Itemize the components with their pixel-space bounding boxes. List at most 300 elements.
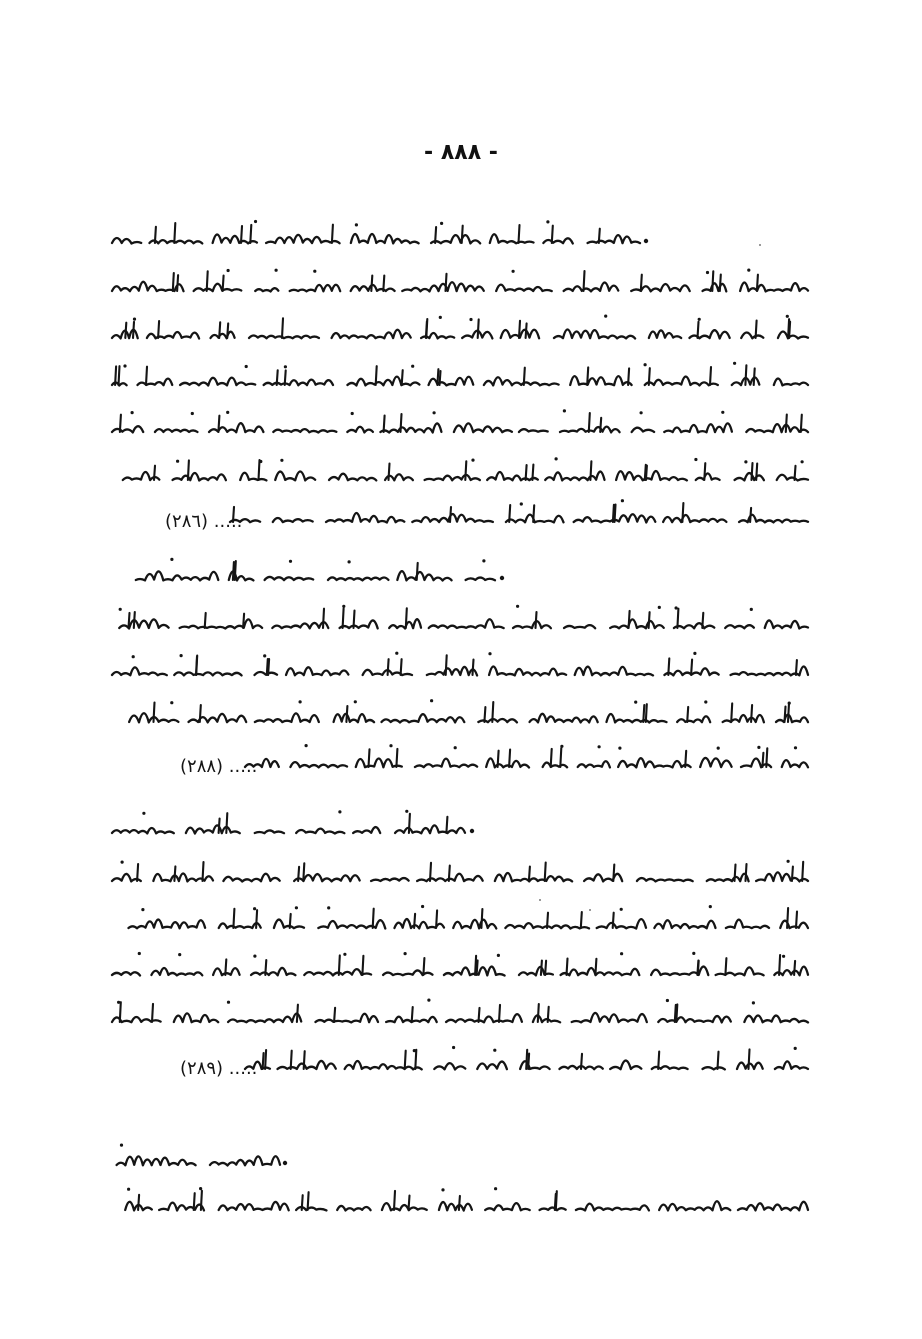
letter-stroke xyxy=(519,225,520,243)
letter-stroke xyxy=(475,956,476,975)
diacritic-dot xyxy=(801,460,804,463)
letter-stroke xyxy=(120,1002,121,1022)
letter-stroke xyxy=(369,749,370,767)
handwritten-word xyxy=(519,429,548,432)
letter-stroke xyxy=(297,1005,298,1022)
letter-stroke xyxy=(194,1193,195,1210)
diacritic-dot xyxy=(275,269,278,272)
diacritic-dot xyxy=(354,700,357,703)
letter-stroke xyxy=(241,226,242,243)
handwritten-word xyxy=(519,967,553,976)
diacritic-dot xyxy=(170,701,173,704)
diacritic-dot xyxy=(351,412,354,415)
letter-stroke xyxy=(677,609,678,628)
diacritic-dot xyxy=(621,499,624,502)
letter-stroke xyxy=(745,365,746,385)
handwritten-word xyxy=(454,423,512,432)
diacritic-dot xyxy=(178,953,181,956)
letter-stroke xyxy=(687,707,688,722)
handwritten-word xyxy=(564,282,619,291)
handwritten-word xyxy=(466,578,495,581)
handwritten-word xyxy=(251,968,295,975)
letter-stroke xyxy=(173,273,174,291)
letter-stroke xyxy=(200,705,201,722)
handwritten-word xyxy=(545,472,604,481)
letter-stroke xyxy=(481,909,482,928)
handwritten-word xyxy=(778,332,808,339)
diacritic-dot xyxy=(618,747,621,750)
handwritten-word xyxy=(741,333,763,339)
handwritten-word xyxy=(543,238,572,243)
page-number: - ٨٨٨ - xyxy=(424,140,498,165)
diacritic-dot xyxy=(120,1144,123,1147)
diacritic-dot xyxy=(471,459,474,462)
handwritten-word xyxy=(489,666,566,675)
letter-stroke xyxy=(613,913,614,928)
handwritten-word xyxy=(645,377,718,386)
handwritten-word xyxy=(128,920,205,929)
handwritten-word xyxy=(572,1013,647,1022)
diacritic-dot xyxy=(121,861,124,864)
diacritic-dot xyxy=(433,411,436,414)
handwritten-word xyxy=(495,873,572,881)
diacritic-dot xyxy=(117,1001,120,1004)
diacritic-dot xyxy=(226,411,229,414)
diacritic-dot xyxy=(440,222,443,225)
letter-stroke xyxy=(560,748,561,767)
handwritten-word xyxy=(329,474,376,481)
letter-stroke xyxy=(528,1054,529,1070)
letter-stroke xyxy=(567,959,568,976)
letter-stroke xyxy=(509,505,510,522)
diacritic-dot xyxy=(439,316,442,319)
handwritten-word xyxy=(496,285,551,291)
handwritten-word xyxy=(356,758,402,767)
handwritten-word xyxy=(151,968,202,975)
letter-stroke xyxy=(334,1008,335,1022)
letter-stroke xyxy=(795,466,796,480)
diacritic-dot xyxy=(263,654,266,657)
handwritten-word xyxy=(345,1061,422,1069)
handwritten-word xyxy=(578,761,610,767)
diacritic-dot xyxy=(511,270,514,273)
handwritten-word xyxy=(427,667,477,676)
letter-stroke xyxy=(158,321,159,338)
letter-stroke xyxy=(462,226,463,243)
letter-stroke xyxy=(756,464,757,481)
letter-stroke xyxy=(756,321,757,338)
handwritten-word xyxy=(159,1203,204,1211)
letter-stroke xyxy=(207,271,208,291)
letter-stroke xyxy=(371,276,372,292)
letter-stroke xyxy=(691,660,692,675)
diacritic-dot xyxy=(413,1049,416,1052)
handwritten-word xyxy=(775,1061,808,1069)
letter-stroke xyxy=(134,612,135,628)
letter-stroke xyxy=(285,370,286,385)
letter-stroke xyxy=(731,703,732,722)
handwritten-word xyxy=(664,423,732,432)
diacritic-dot xyxy=(176,460,179,463)
diacritic-dot xyxy=(692,952,695,955)
letter-stroke xyxy=(177,275,178,291)
letter-stroke xyxy=(547,913,548,928)
handwritten-word xyxy=(277,1061,335,1069)
handwritten-word xyxy=(117,1156,196,1165)
letter-stroke xyxy=(388,659,389,675)
letter-stroke xyxy=(223,276,224,292)
letter-stroke xyxy=(589,413,590,432)
letter-stroke xyxy=(465,461,466,480)
handwritten-word xyxy=(616,471,687,480)
letter-stroke xyxy=(323,609,324,628)
handwritten-word xyxy=(658,1016,730,1022)
handwritten-word xyxy=(304,969,371,975)
letter-stroke xyxy=(587,367,588,385)
handwritten-word xyxy=(606,714,666,723)
letter-stroke xyxy=(219,819,220,834)
letter-stroke xyxy=(449,866,450,881)
letter-stroke xyxy=(437,369,438,385)
letter-stroke xyxy=(541,961,542,976)
diacritic-dot xyxy=(227,1001,230,1004)
letter-stroke xyxy=(446,817,447,833)
letter-stroke xyxy=(533,505,534,522)
letter-stroke xyxy=(750,508,751,522)
paragraph-ending: (٢٨٨) ..... xyxy=(180,756,258,777)
handwritten-word xyxy=(610,619,664,628)
letter-stroke xyxy=(188,460,189,480)
handwritten-word xyxy=(782,760,808,767)
handwritten-word xyxy=(776,715,808,723)
diacritic-dot xyxy=(494,1187,497,1190)
diacritic-dot xyxy=(284,365,287,368)
letter-stroke xyxy=(649,612,650,628)
diacritic-dot xyxy=(634,701,637,704)
diacritic-dot xyxy=(666,999,669,1002)
letter-stroke xyxy=(646,466,647,480)
letter-stroke xyxy=(362,956,363,975)
letter-stroke xyxy=(430,863,431,881)
handwritten-word xyxy=(223,874,279,882)
diacritic-dot xyxy=(123,364,126,367)
letter-stroke xyxy=(492,702,493,722)
diacritic-dot xyxy=(131,411,134,414)
paragraph-marker xyxy=(470,829,474,833)
handwritten-word xyxy=(275,472,315,481)
diacritic-dot xyxy=(343,953,346,956)
diacritic-dot xyxy=(704,700,707,703)
letter-stroke xyxy=(205,613,206,628)
diacritic-dot xyxy=(441,1188,444,1191)
diacritic-dot xyxy=(546,220,549,223)
letter-stroke xyxy=(545,863,546,882)
handwritten-word xyxy=(597,919,646,928)
letter-stroke xyxy=(600,418,601,432)
handwritten-word xyxy=(219,923,261,928)
letter-stroke xyxy=(129,613,130,628)
diacritic-dot xyxy=(454,746,457,749)
diacritic-dot xyxy=(127,1188,130,1191)
letter-stroke xyxy=(396,749,397,767)
letter-stroke xyxy=(548,1007,549,1022)
letter-stroke xyxy=(435,227,436,243)
letter-stroke xyxy=(751,705,752,722)
letter-stroke xyxy=(354,611,355,628)
diacritic-dot xyxy=(747,269,750,272)
letter-stroke xyxy=(599,229,600,243)
letter-stroke xyxy=(529,867,530,882)
letter-stroke xyxy=(581,1054,582,1069)
handwritten-word xyxy=(380,423,441,432)
letter-stroke xyxy=(658,1052,659,1069)
handwritten-word xyxy=(610,1061,641,1070)
letter-stroke xyxy=(536,612,537,628)
letter-stroke xyxy=(499,1005,500,1022)
handwritten-word xyxy=(564,625,595,628)
handwritten-word xyxy=(149,240,202,243)
letter-stroke xyxy=(339,955,340,975)
handwritten-word xyxy=(180,378,255,386)
handwritten-word xyxy=(652,1066,688,1069)
letter-stroke xyxy=(235,561,236,580)
handwritten-word xyxy=(219,1202,289,1210)
letter-stroke xyxy=(519,321,520,338)
letter-stroke xyxy=(704,463,705,480)
letter-stroke xyxy=(450,507,451,522)
handwritten-word xyxy=(530,714,598,723)
letter-stroke xyxy=(498,751,499,767)
handwritten-word xyxy=(415,759,477,768)
letter-stroke xyxy=(440,371,441,385)
letter-stroke xyxy=(196,657,197,676)
handwritten-word xyxy=(618,758,690,767)
letter-stroke xyxy=(786,415,787,432)
letter-stroke xyxy=(343,608,344,628)
letter-stroke xyxy=(146,367,147,385)
handwritten-word xyxy=(209,423,263,432)
handwritten-word xyxy=(266,235,340,243)
diacritic-dot xyxy=(133,318,136,321)
scan-speck xyxy=(589,909,591,911)
handwritten-word xyxy=(429,377,474,386)
letter-stroke xyxy=(551,749,552,767)
handwritten-word xyxy=(540,1208,566,1211)
letter-stroke xyxy=(155,227,156,243)
handwritten-word xyxy=(738,1202,808,1211)
letter-stroke xyxy=(752,463,753,480)
handwritten-word xyxy=(328,577,388,580)
letter-stroke xyxy=(484,707,485,722)
handwritten-word xyxy=(119,619,168,628)
diacritic-dot xyxy=(752,1001,755,1004)
handwritten-word xyxy=(434,1063,465,1069)
diacritic-dot xyxy=(338,810,341,813)
letter-stroke xyxy=(473,660,474,676)
letter-stroke xyxy=(613,865,614,881)
handwritten-word xyxy=(383,970,432,975)
diacritic-dot xyxy=(355,223,358,226)
handwritten-word xyxy=(777,475,808,481)
diacritic-dot xyxy=(497,954,500,957)
handwritten-word xyxy=(429,619,504,628)
handwritten-word xyxy=(431,235,480,243)
diacritic-dot xyxy=(132,655,135,658)
diacritic-dot xyxy=(405,810,408,813)
letter-stroke xyxy=(509,750,510,767)
handwritten-word xyxy=(255,288,278,291)
letter-stroke xyxy=(735,865,736,882)
letter-stroke xyxy=(227,323,228,338)
diacritic-dot xyxy=(141,908,144,911)
handwritten-word xyxy=(576,1204,649,1211)
letter-stroke xyxy=(308,1192,309,1210)
handwritten-word xyxy=(147,332,199,338)
handwritten-word xyxy=(735,473,764,480)
handwritten-word xyxy=(174,672,241,675)
diacritic-dot xyxy=(721,411,724,414)
letter-stroke xyxy=(406,608,407,628)
handwritten-word xyxy=(255,713,319,722)
diacritic-dot xyxy=(389,744,392,747)
letter-stroke xyxy=(125,323,126,338)
letter-stroke xyxy=(698,322,699,338)
diacritic-dot xyxy=(245,365,248,368)
letter-stroke xyxy=(754,368,755,385)
handwritten-word xyxy=(765,620,808,628)
handwritten-word xyxy=(337,1206,370,1211)
letter-stroke xyxy=(757,275,758,291)
handwritten-word xyxy=(228,1014,301,1023)
letter-stroke xyxy=(682,503,683,522)
diacritic-dot xyxy=(520,502,523,505)
diacritic-dot xyxy=(620,952,623,955)
letter-stroke xyxy=(796,912,797,928)
letter-stroke xyxy=(401,414,402,432)
diacritic-dot xyxy=(254,220,257,223)
diacritic-dot xyxy=(138,952,141,955)
letter-stroke xyxy=(581,912,582,928)
letter-stroke xyxy=(698,961,699,975)
letter-stroke xyxy=(526,1050,527,1069)
letter-stroke xyxy=(226,813,227,833)
handwritten-word xyxy=(637,878,693,881)
letter-stroke xyxy=(415,1050,416,1069)
handwritten-word xyxy=(112,426,143,432)
handwritten-word xyxy=(255,830,284,833)
letter-stroke xyxy=(785,707,786,723)
diacritic-dot xyxy=(119,608,122,611)
letter-stroke xyxy=(376,366,377,385)
letter-stroke xyxy=(710,367,711,385)
handwritten-word xyxy=(412,514,493,522)
diacritic-dot xyxy=(757,746,760,749)
handwritten-word xyxy=(174,1013,218,1022)
diacritic-dot xyxy=(170,558,173,561)
handwritten-word xyxy=(740,282,808,291)
handwritten-word xyxy=(136,571,219,580)
diacritic-dot xyxy=(787,860,790,863)
diacritic-dot xyxy=(693,652,696,655)
letter-stroke xyxy=(174,223,175,243)
handwritten-word xyxy=(453,920,496,929)
handwritten-word xyxy=(659,1201,730,1210)
diacritic-dot xyxy=(395,652,398,655)
letter-stroke xyxy=(802,862,803,881)
diacritic-dot xyxy=(488,652,491,655)
letter-stroke xyxy=(304,1051,305,1069)
letter-stroke xyxy=(119,366,120,385)
diacritic-dot xyxy=(191,412,194,415)
letter-stroke xyxy=(332,225,333,243)
handwritten-word xyxy=(334,714,375,722)
handwritten-word xyxy=(112,238,141,244)
letter-stroke xyxy=(459,1196,460,1210)
letter-stroke xyxy=(749,1049,750,1069)
letter-stroke xyxy=(796,660,797,675)
paragraph-marker xyxy=(644,239,648,243)
handwritten-word xyxy=(382,714,465,722)
letter-stroke xyxy=(137,864,138,881)
diacritic-dot xyxy=(299,700,302,703)
letter-stroke xyxy=(595,959,596,975)
diacritic-dot xyxy=(227,269,230,272)
handwritten-word xyxy=(584,874,622,882)
handwritten-word xyxy=(716,967,764,975)
handwritten-word xyxy=(588,235,640,243)
letter-stroke xyxy=(225,959,226,975)
letter-stroke xyxy=(268,659,269,675)
handwritten-word xyxy=(194,284,242,291)
diacritic-dot xyxy=(640,411,643,414)
letter-stroke xyxy=(291,1051,292,1069)
letter-stroke xyxy=(303,863,304,881)
letter-stroke xyxy=(383,276,384,292)
diacritic-dot xyxy=(348,560,351,563)
handwritten-word xyxy=(249,335,319,338)
letter-stroke xyxy=(478,319,479,338)
diacritic-dot xyxy=(280,459,283,462)
handwritten-word xyxy=(371,878,409,881)
letter-stroke xyxy=(389,464,390,480)
letter-stroke xyxy=(524,368,525,385)
letter-stroke xyxy=(243,614,244,628)
handwritten-word xyxy=(651,967,708,976)
letter-stroke xyxy=(788,703,789,722)
handwritten-word xyxy=(286,667,348,675)
diacritic-dot xyxy=(709,905,712,908)
diacritic-dot xyxy=(469,318,472,321)
diacritic-dot xyxy=(782,955,785,958)
handwritten-word xyxy=(746,424,808,432)
letter-stroke xyxy=(676,1004,677,1022)
letter-stroke xyxy=(526,323,527,338)
handwritten-word xyxy=(632,428,654,432)
handwritten-word xyxy=(340,620,378,628)
diacritic-dot xyxy=(180,654,183,657)
letter-stroke xyxy=(394,1191,395,1210)
letter-stroke xyxy=(250,225,251,243)
letter-stroke xyxy=(218,416,219,432)
handwritten-word xyxy=(477,1062,507,1070)
diacritic-dot xyxy=(142,812,145,815)
handwritten-word xyxy=(513,621,551,628)
handwritten-word xyxy=(112,972,140,975)
handwritten-word xyxy=(649,330,681,338)
diacritic-dot xyxy=(427,999,430,1002)
letter-stroke xyxy=(152,1004,153,1022)
diacritic-dot xyxy=(411,365,414,368)
